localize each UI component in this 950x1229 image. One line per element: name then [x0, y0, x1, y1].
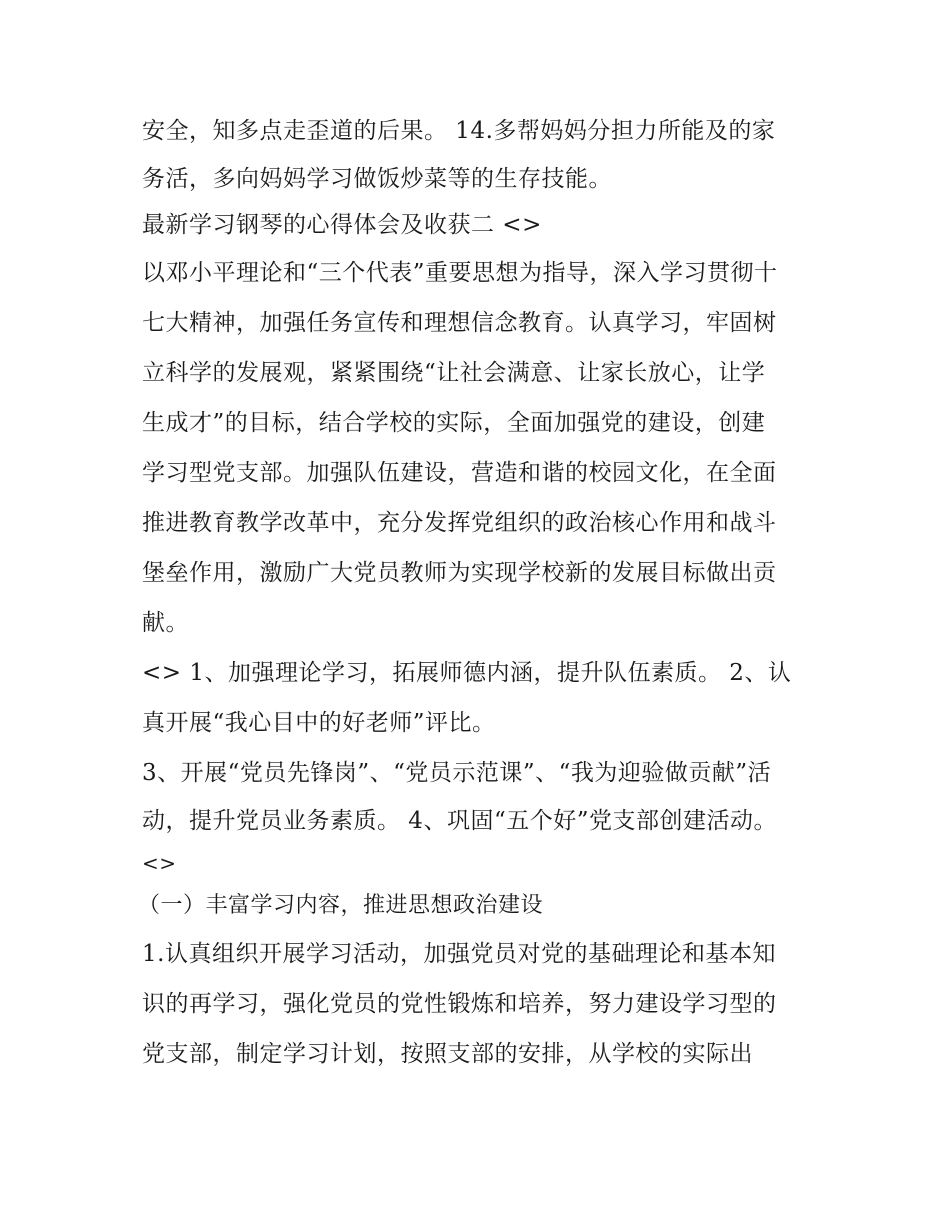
separator-marker: <>	[142, 851, 177, 875]
text-line: 献。	[142, 610, 189, 636]
text-line: 学习型党支部。加强队伍建设，营造和谐的校园文化，在全面	[142, 460, 777, 486]
list-item: 动，提升党员业务素质。 4、巩固“五个好”党支部创建活动。	[142, 808, 777, 834]
text-line: 务活，多向妈妈学习做饭炒菜等的生存技能。	[142, 166, 612, 192]
text-line: 七大精神，加强任务宣传和理想信念教育。认真学习，牢固树	[142, 310, 777, 336]
list-item: <> 1、加强理论学习，拓展师德内涵，提升队伍素质。 2、认	[142, 660, 792, 686]
text-line: 推进教育教学改革中，充分发挥党组织的政治核心作用和战斗	[142, 510, 777, 536]
text-line: 以邓小平理论和“三个代表”重要思想为指导，深入学习贯彻十	[142, 260, 778, 286]
text-line: 党支部，制定学习计划，按照支部的安排，从学校的实际出	[142, 1041, 753, 1067]
section-title: 最新学习钢琴的心得体会及收获二 <>	[142, 212, 542, 238]
list-item: 3、开展“党员先锋岗”、“党员示范课”、“我为迎验做贡献”活	[142, 760, 772, 786]
document-body	[138, 106, 814, 1079]
text-line: 安全，知多点走歪道的后果。 14.多帮妈妈分担力所能及的家	[142, 118, 776, 144]
text-line: 生成才”的目标，结合学校的实际，全面加强党的建设，创建	[142, 410, 766, 436]
text-line: 堡垒作用，激励广大党员教师为实现学校新的发展目标做出贡	[142, 560, 777, 586]
text-line: 识的再学习，强化党员的党性锻炼和培养，努力建设学习型的	[142, 991, 777, 1017]
list-item: 真开展“我心目中的好老师”评比。	[142, 710, 496, 736]
text-line: 立科学的发展观，紧紧围绕“让社会满意、让家长放心，让学	[142, 360, 766, 386]
text-line: 1.认真组织开展学习活动，加强党员对党的基础理论和基本知	[142, 941, 776, 967]
subsection-heading: （一）丰富学习内容，推进思想政治建设	[138, 893, 544, 918]
